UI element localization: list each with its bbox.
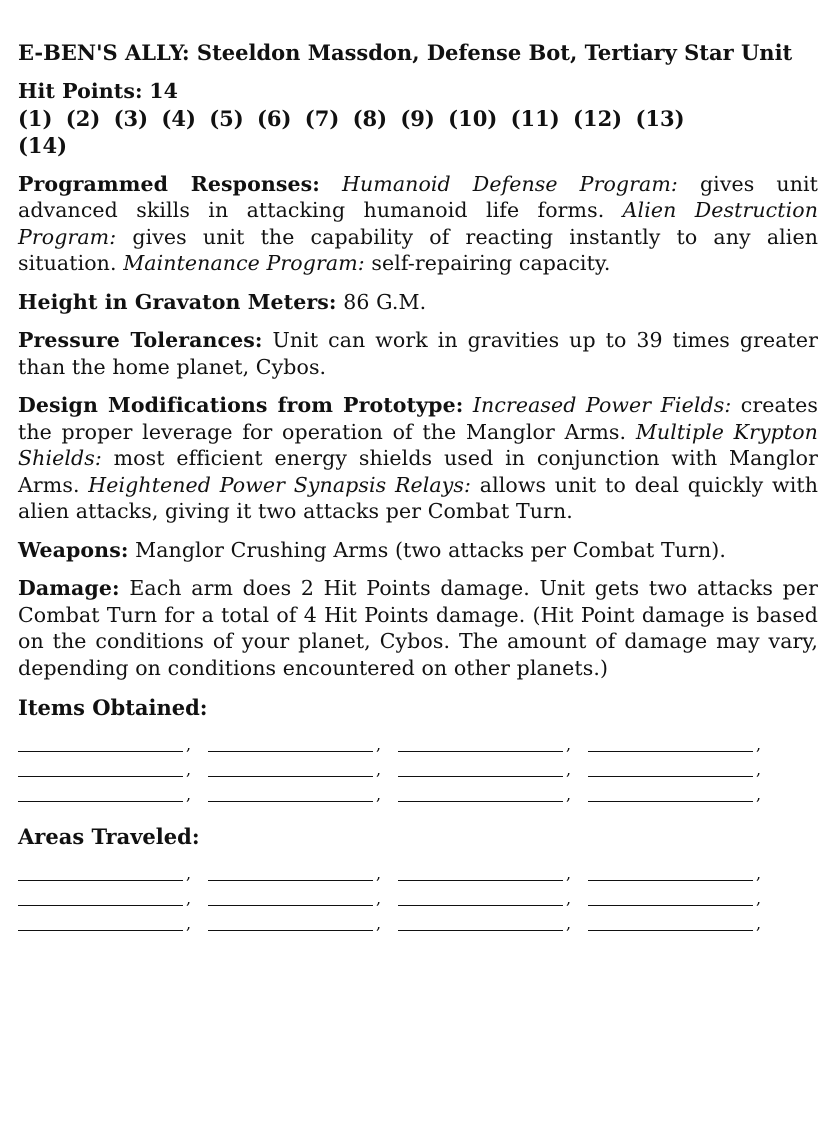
hit-points-label: Hit Points: [18, 79, 143, 103]
hp-box-4[interactable]: (4) [161, 105, 196, 131]
hit-point-tracker [18, 105, 818, 159]
hp-box-5[interactable]: (5) [209, 105, 244, 131]
damage [18, 575, 818, 681]
items-obtained-blanks [18, 727, 778, 802]
hp-box-9[interactable]: (9) [400, 105, 435, 131]
design-label: Design Modifications from Prototype: [18, 393, 464, 417]
item-blank[interactable]: , [208, 787, 398, 802]
hp-box-3[interactable]: (3) [113, 105, 149, 131]
items-row [18, 777, 778, 802]
program-1-text: gives unit advanced skills in attacking humanoid life forms. [18, 171, 818, 222]
programmed-responses [18, 171, 818, 277]
areas-row [18, 906, 778, 931]
areas-row [18, 881, 778, 906]
areas-traveled-blanks [18, 856, 778, 931]
items-row [18, 752, 778, 777]
weapons-label: Weapons: [18, 537, 129, 562]
height-value: 86 G.M. [336, 289, 427, 314]
hp-box-7[interactable]: (7) [304, 105, 340, 131]
hp-box-13[interactable]: (13) [635, 105, 685, 131]
program-3-name: Maintenance Program: [123, 251, 365, 275]
item-blank[interactable]: , [588, 787, 778, 802]
weapons-text: Manglor Crushing Arms (two attacks per Combat Turn). [128, 537, 726, 562]
item-blank[interactable]: , [588, 762, 778, 777]
areas-row [18, 856, 778, 881]
weapons [18, 537, 818, 564]
pressure-label: Pressure Tolerances: [18, 328, 263, 352]
item-blank[interactable]: , [18, 762, 208, 777]
area-blank[interactable]: , [208, 866, 398, 881]
area-blank[interactable]: , [588, 891, 778, 906]
mod-2-name: Multiple Krypton Shields: [18, 419, 818, 470]
mod-2-text: most efficient energy shields used in conjunction with Manglor Arms. [18, 446, 818, 497]
pressure-tolerances [18, 327, 818, 380]
hit-points [18, 78, 818, 105]
character-sheet-page [18, 40, 818, 931]
area-blank[interactable]: , [588, 866, 778, 881]
damage-label: Damage: [18, 576, 120, 600]
item-blank[interactable]: , [398, 737, 588, 752]
area-blank[interactable]: , [208, 891, 398, 906]
item-blank[interactable]: , [18, 787, 208, 802]
hp-box-11[interactable]: (11) [510, 105, 560, 131]
area-blank[interactable]: , [588, 916, 778, 931]
areas-traveled-label: Areas Traveled: [18, 824, 200, 849]
area-blank[interactable]: , [398, 916, 588, 931]
area-blank[interactable]: , [18, 866, 208, 881]
mod-3-text: allows unit to deal quickly with alien attacks, giving it two attacks per Combat Turn. [18, 472, 818, 523]
area-blank[interactable]: , [398, 891, 588, 906]
programmed-responses-label: Programmed Responses: [18, 171, 320, 196]
items-row [18, 727, 778, 752]
item-blank[interactable]: , [398, 787, 588, 802]
program-1-name: Humanoid Defense Program: [342, 171, 678, 196]
item-blank[interactable]: , [398, 762, 588, 777]
area-blank[interactable]: , [208, 916, 398, 931]
program-3-text: self-repairing capacity. [364, 251, 611, 275]
mod-1-name: Increased Power Fields: [472, 393, 732, 417]
hp-box-8[interactable]: (8) [352, 105, 388, 131]
items-obtained-label: Items Obtained: [18, 695, 208, 720]
height-label: Height in Gravaton Meters: [18, 289, 337, 314]
mod-3-name: Heightened Power Synapsis Relays: [88, 472, 472, 497]
ally-title: E-BEN'S ALLY: Steeldon Massdon, Defense Bot, Tertiary Star Unit [18, 40, 793, 65]
hp-box-12[interactable]: (12) [573, 105, 623, 131]
hp-box-10[interactable]: (10) [448, 105, 498, 131]
program-2-name: Alien Destruction Program: [18, 198, 818, 249]
mod-1-text: creates the proper leverage for operation of the Manglor Arms. [18, 393, 818, 444]
item-blank[interactable]: , [588, 737, 778, 752]
hp-box-2[interactable]: (2) [65, 105, 101, 131]
hp-box-6[interactable]: (6) [256, 105, 292, 131]
program-2-text: gives unit the capability of reacting instantly to any alien situation. [18, 224, 818, 275]
item-blank[interactable]: , [208, 737, 398, 752]
item-blank[interactable]: , [208, 762, 398, 777]
hit-points-value: 14 [149, 79, 179, 103]
height [18, 289, 818, 316]
hp-box-1[interactable]: (1) [18, 105, 53, 131]
pressure-text: Unit can work in gravities up to 39 times greater than the home planet, Cybos. [18, 328, 818, 379]
area-blank[interactable]: , [398, 866, 588, 881]
hp-box-14[interactable]: (14) [18, 132, 68, 158]
design-modifications [18, 392, 818, 525]
area-blank[interactable]: , [18, 916, 208, 931]
area-blank[interactable]: , [18, 891, 208, 906]
damage-text: Each arm does 2 Hit Points damage. Unit gets two attacks per Combat Turn for a total of 4 Hit Points damage. (Hit Point damage is based on the conditions of your planet, Cybos. The amount of damage may vary, depending on conditions encountered on other planets.) [18, 576, 818, 680]
item-blank[interactable]: , [18, 737, 208, 752]
